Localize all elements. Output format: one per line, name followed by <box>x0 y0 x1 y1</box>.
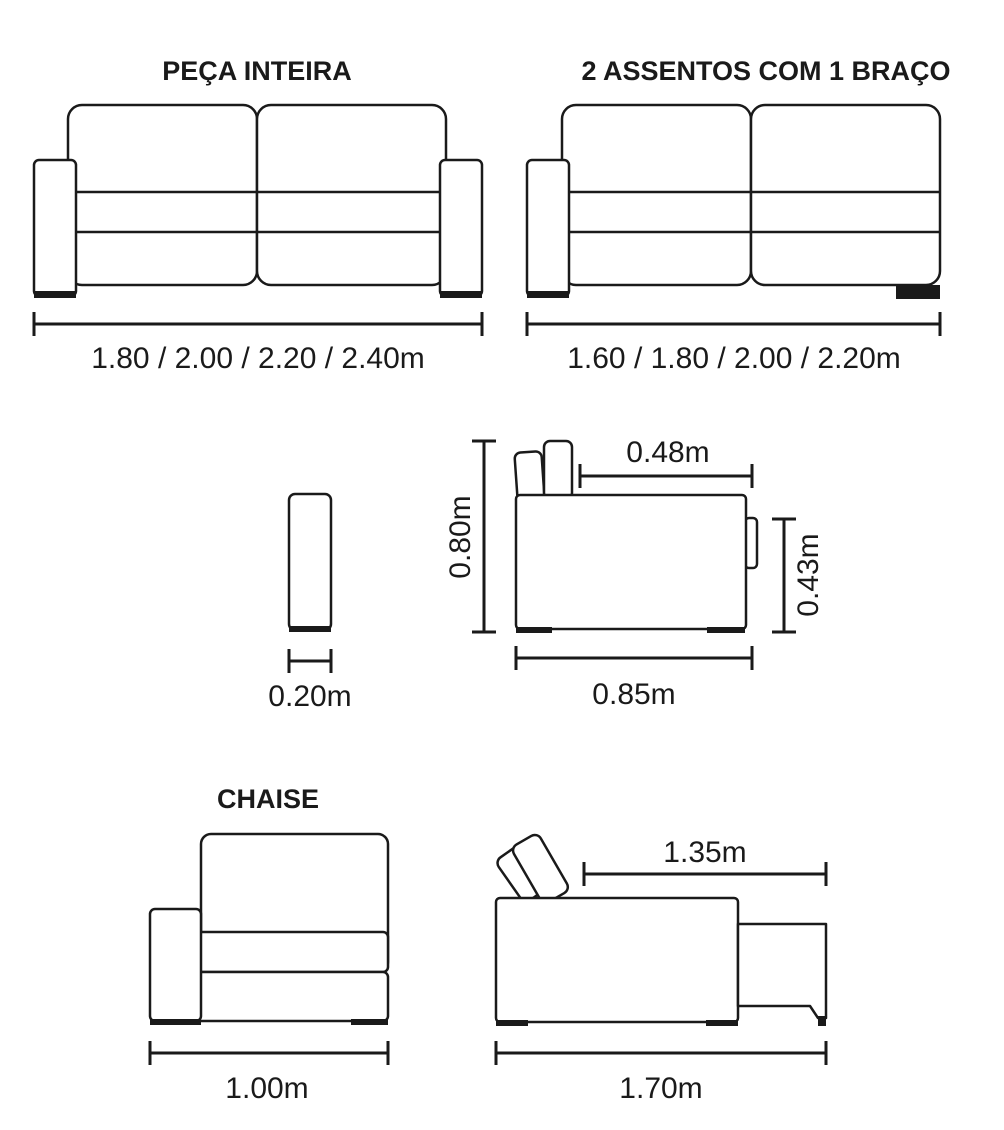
label-full-piece-widths: 1.80 / 2.00 / 2.20 / 2.40m <box>91 342 425 375</box>
dimension-arm-width <box>289 649 331 673</box>
label-seat-height: 0.43m <box>792 533 825 617</box>
backrest-left <box>562 105 751 285</box>
chaise-seat-lower <box>196 972 388 1021</box>
label-height: 0.80m <box>444 495 477 579</box>
foot-left <box>527 291 569 298</box>
chaise-body <box>496 898 738 1022</box>
armrest <box>289 494 331 630</box>
armrest-left <box>527 160 569 296</box>
chaise-foot-right <box>351 1019 388 1025</box>
label-chaise-seat-depth: 1.35m <box>663 836 747 869</box>
armrest-left <box>34 160 76 296</box>
label-two-seats-widths: 1.60 / 1.80 / 2.00 / 2.20m <box>567 342 901 375</box>
sofa-two-seats-one-arm-front <box>527 105 940 299</box>
label-chaise-depth: 1.70m <box>619 1072 703 1105</box>
armrest-right <box>440 160 482 296</box>
chaise-extension <box>738 924 826 1018</box>
backrest-left <box>68 105 257 285</box>
label-depth: 0.85m <box>592 678 676 711</box>
armrest-front-view <box>289 494 331 632</box>
dimension-chaise-depth <box>496 1041 826 1065</box>
backrest-right <box>257 105 446 285</box>
armrest-foot <box>289 626 331 632</box>
foot-right <box>440 291 482 298</box>
foot-left <box>34 291 76 298</box>
chaise-foot-back <box>496 1020 528 1026</box>
chaise-front-view <box>150 834 388 1025</box>
dimension-depth <box>516 646 752 670</box>
foot-back <box>516 627 552 633</box>
title-chaise: CHAISE <box>216 784 320 814</box>
backrest-right <box>751 105 940 285</box>
label-arm-width: 0.20m <box>268 680 352 713</box>
foot-right <box>896 285 940 299</box>
dimension-chaise-width <box>150 1041 388 1065</box>
chaise-foot-middle <box>706 1020 738 1026</box>
title-two-seats-one-arm: 2 ASSENTOS COM 1 BRAÇO <box>581 56 951 86</box>
chaise-seat-upper <box>196 932 388 972</box>
label-chaise-width: 1.00m <box>225 1072 309 1105</box>
title-full-piece: PEÇA INTEIRA <box>162 56 352 86</box>
sofa-full-piece-front <box>34 105 482 298</box>
label-seat-depth: 0.48m <box>626 436 710 469</box>
chaise-foot-left <box>150 1019 201 1025</box>
chaise-armrest <box>150 909 201 1021</box>
sofa-body <box>516 495 746 629</box>
sofa-side-view <box>514 441 757 633</box>
chaise-foot-front <box>818 1016 826 1026</box>
chaise-side-view <box>495 832 826 1026</box>
foot-front <box>707 627 745 633</box>
dimension-full-piece-width <box>34 312 482 336</box>
back-cushion-front <box>544 441 572 499</box>
back-cushion-rear <box>514 451 544 501</box>
dimension-two-seats-width <box>527 312 940 336</box>
